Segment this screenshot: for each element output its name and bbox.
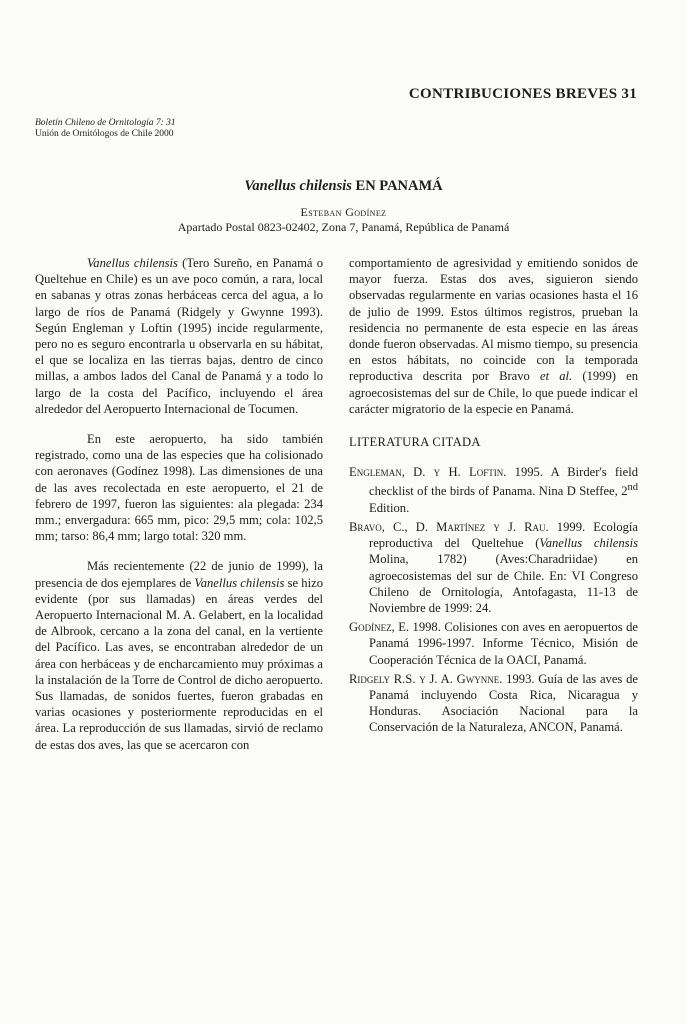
- paragraph-1: Vanellus chilensis (Tero Sureño, en Panamá o Queltehue en Chile) es un ave poco común, a rara, local en sabanas y otras zonas herbáceas cerca del agua, a lo largo de ríos de Panamá (Ridgely y Gwynne 1993). Según Engleman y Loftin (1995) incide regularmente, pero no es seguro encontrarla u observarla en su hábitat, el que se localiza en las tierras bajas, dentro de cinco millas, a ambos lados del Canal de Panamá y a todo lo largo de la costa del Pacífico, incluyendo el área alrededor del Aeropuerto Internacional de Tocumen.: [35, 256, 323, 416]
- reference-item: Godínez, E. 1998. Colisiones con aves en aeropuertos de Panamá 1996-1997. Informe Técnico, Misión de Cooperación Técnica de la OACI, Panamá.: [349, 620, 638, 667]
- paragraph-3: Más recientemente (22 de junio de 1999), la presencia de dos ejemplares de Vanellus chilensis se hizo evidente (por sus llamadas) en áreas verdes del Aeropuerto Internacional M. A. Gelabert, en la localidad de Albrook, cercano a la zona del canal, en la vertiente del Pacífico. Las aves, se encontraban alrededor de un área con herbáceas y de encharcamiento muy próximas a la instalación de la Torre de Control de dicho aeropuerto. Sus llamadas, de sonidos fuertes, fueron grabadas en varias ocasiones y posteriormente reproducidas en el área. La reproducción de sus llamadas, sirvió de reclamo de estas dos aves, las que se acercaron con: [35, 559, 323, 752]
- reference-item: Engleman, D. y H. Loftin. 1995. A Birder's field checklist of the birds of Panama. Nina D Steffee, 2nd Edition.: [349, 465, 638, 515]
- title-rest: EN PANAMÁ: [351, 178, 443, 194]
- journal-info: [35, 118, 176, 140]
- species-name: Vanellus chilensis: [194, 575, 285, 590]
- reference-item: Bravo, C., D. Martínez y J. Rau. 1999. Ecología reproductiva del Queltehue (Vanellus chilensis Molina, 1782) (Aves:Charadriidae) en agroecosistemas del sur de Chile. En: VI Congreso Chileno de Ornitología, Antofagasta, 11-13 de Noviembre de 1999: 24.: [349, 520, 638, 616]
- paragraph-2: En este aeropuerto, ha sido también registrado, como una de las especies que ha colisionado con aeronaves (Godínez 1998). Las dimensiones de una de las aves recolectada en este aeropuerto, el 21 de febrero de 1997, fueron las siguientes: ala plegada: 234 mm.; envergadura: 665 mm, pico: 29,5 mm; cola: 102,5 mm; tarso: 86,4 mm; largo total: 320 mm.: [35, 432, 323, 544]
- left-column: [35, 255, 323, 753]
- references-heading: LITERATURA CITADA: [349, 435, 481, 450]
- article-title: [0, 178, 687, 195]
- journal-publisher: Unión de Ornitólogos de Chile 2000: [35, 129, 174, 139]
- paragraph-4: comportamiento de agresividad y emitiendo sonidos de mayor fuerza. Estas dos aves, siguieron siendo observadas regularmente en varias ocasiones hasta el 16 de julio de 1999. Estos últimos registros, prueban la residencia no permanente de esta especie en las áreas donde fueron observadas. Al mismo tiempo, su presencia en estos hábitats, no coincide con la temporada reproductiva descrita por Bravo et al. (1999) en agroecosistemas del sur de Chile, lo que puede indicar el carácter migratorio de la especie en Panamá.: [349, 256, 638, 416]
- running-head: CONTRIBUCIONES BREVES 31: [408, 86, 637, 102]
- right-column: [349, 255, 638, 739]
- references-list: [349, 464, 638, 735]
- reference-item: Ridgely R.S. y J. A. Gwynne. 1993. Guía de las aves de Panamá incluyendo Costa Rica, Nicaragua y Honduras. Asociación Nacional para la Conservación de la Naturaleza, ANCON, Panamá.: [349, 671, 638, 735]
- article-author: Esteban Godínez: [300, 205, 387, 219]
- species-name: Vanellus chilensis: [87, 256, 178, 270]
- author-address: Apartado Postal 0823-02402, Zona 7, Panamá, República de Panamá: [177, 220, 510, 234]
- title-species: Vanellus chilensis: [244, 178, 352, 194]
- journal-citation: Boletín Chileno de Ornitología 7: 31: [35, 118, 176, 128]
